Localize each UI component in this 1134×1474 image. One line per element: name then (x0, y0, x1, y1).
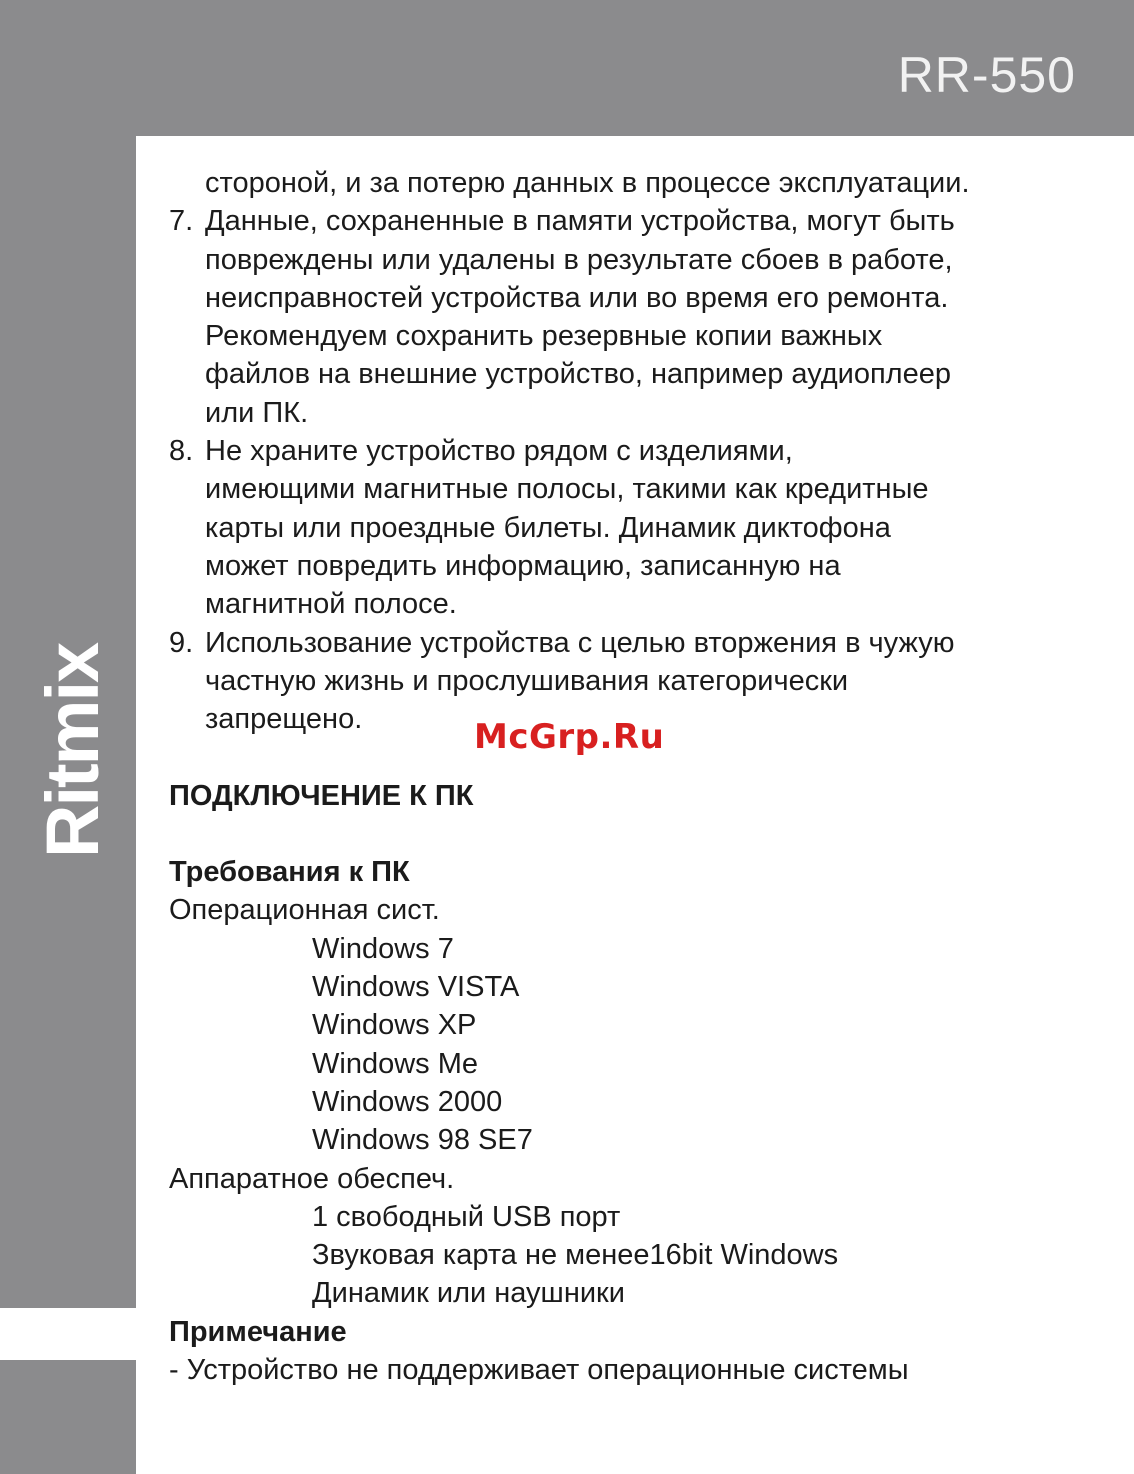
item-number: 7. (169, 205, 194, 238)
sidebar-gap (0, 1308, 136, 1360)
os-label: Операционная сист. (169, 894, 440, 927)
item-line: неисправностей устройства или во время его ремонта. (205, 281, 949, 314)
item-line: может повредить информацию, записанную на (205, 549, 841, 582)
note-heading: Примечание (169, 1315, 347, 1348)
intro-line: стороной, и за потерю данных в процессе эксплуатации. (205, 167, 970, 199)
item-line: имеющими магнитные полосы, такими как кредитные (205, 473, 929, 506)
item-line: Данные, сохраненные в памяти устройства, могут быть (205, 205, 955, 238)
item-line: магнитной полосе. (205, 588, 457, 621)
item-number: 9. (169, 626, 194, 659)
watermark: McGrp.Ru (474, 717, 665, 757)
model-name: RR-550 (897, 47, 1076, 103)
requirements-heading: Требования к ПК (169, 856, 410, 889)
item-line: или ПК. (205, 396, 309, 429)
os-item: Windows XP (312, 1009, 477, 1042)
hw-label: Аппаратное обеспеч. (169, 1162, 455, 1195)
item-line: карты или проездные билеты. Динамик диктофона (205, 511, 891, 544)
hw-item: Звуковая карта не менее16bit Windows (312, 1239, 839, 1272)
brand-logo: Ritmix (31, 643, 114, 858)
item-line: частную жизнь и прослушивания категорически (205, 664, 849, 697)
page-content (169, 164, 1089, 1389)
list-item (169, 624, 1089, 662)
hw-item: Динамик или наушники (312, 1277, 625, 1310)
os-item: Windows 7 (312, 932, 454, 965)
section-heading: ПОДКЛЮЧЕНИЕ К ПК (169, 780, 474, 813)
os-item: Windows Me (312, 1047, 478, 1080)
item-line: повреждены или удалены в результате сбоев в работе, (205, 243, 953, 276)
note-text: - Устройство не поддерживает операционные системы (169, 1353, 909, 1386)
os-item: Windows 98 SE7 (312, 1124, 533, 1157)
os-item: Windows 2000 (312, 1085, 503, 1118)
os-item: Windows VISTA (312, 971, 520, 1004)
item-line: Не храните устройство рядом с изделиями, (205, 435, 793, 468)
item-8 (169, 432, 1089, 623)
list-item (169, 202, 1089, 240)
item-line: запрещено. (205, 703, 363, 736)
hw-item: 1 свободный USB порт (312, 1200, 621, 1233)
item-line: файлов на внешние устройство, например аудиоплеер (205, 358, 951, 391)
item-number: 8. (169, 435, 194, 468)
item-line: Рекомендуем сохранить резервные копии важных (205, 320, 883, 353)
item-7 (169, 202, 1089, 432)
list-item (169, 432, 1089, 470)
item-line: Использование устройства с целью вторжения в чужую (205, 626, 955, 659)
